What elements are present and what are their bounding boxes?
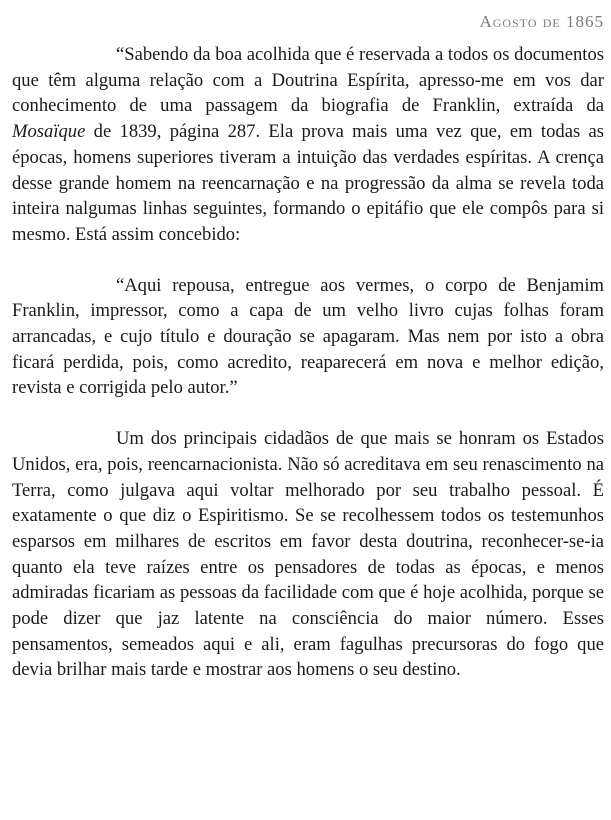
italic-title: Mosaïque (12, 121, 86, 143)
paragraph-commentary: Um dos principais cidadãos de que mais se honram os Estados Unidos, era, pois, reencarnacionista. Não só acreditava em seu renascimento na Terra, como julgava aqui voltar melhorado por seu trabalho pessoal. É exatamente o que diz o Espiritismo. Se se recolhessem todos os testemunhos esparsos em milhares de escritos em favor desta doutrina, reconhecer-se-ia quanto ela teve raízes entre os pensadores de todas as épocas, e menos admiradas ficariam as pessoas da facilidade com que é hoje acolhida, porque se pode dizer que jaz latente na consciência do maior número. Esses pensamentos, semeados aqui e ali, eram fagulhas precursoras do fogo que devia brilhar mais tarde e mostrar aos homens o seu destino. (12, 428, 604, 681)
paragraph-letter-intro (12, 42, 604, 248)
paragraph-text: de 1839, página 287. Ela prova mais uma vez que, em todas as épocas, homens superiores tiveram a intuição das verdades espíritas. A crença desse grande homem na reencarnação e na progressão da alma se revela toda inteira nalgumas linhas seguintes, formando o epitáfio que ele compôs para si mesmo. Está assim concebido: (12, 121, 604, 245)
running-header: Agosto de 1865 (479, 12, 604, 31)
paragraph-text: “Sabendo da boa acolhida que é reservada a todos os documentos que têm alguma relação com a Doutrina Espírita, apresso-me em vos dar conhecimento de uma passagem da biografia de Franklin, extraída da (12, 44, 604, 117)
paragraph-epitaph-quote: “Aqui repousa, entregue aos vermes, o corpo de Benjamim Franklin, impressor, como a capa de um velho livro cujas folhas foram arrancadas, e cujo título e douração se apagaram. Mas nem por isto a obra ficará perdida, pois, como acredito, reaparecerá em nova e melhor edição, revista e corrigida pelo autor.” (12, 274, 604, 399)
document-page (12, 8, 604, 683)
